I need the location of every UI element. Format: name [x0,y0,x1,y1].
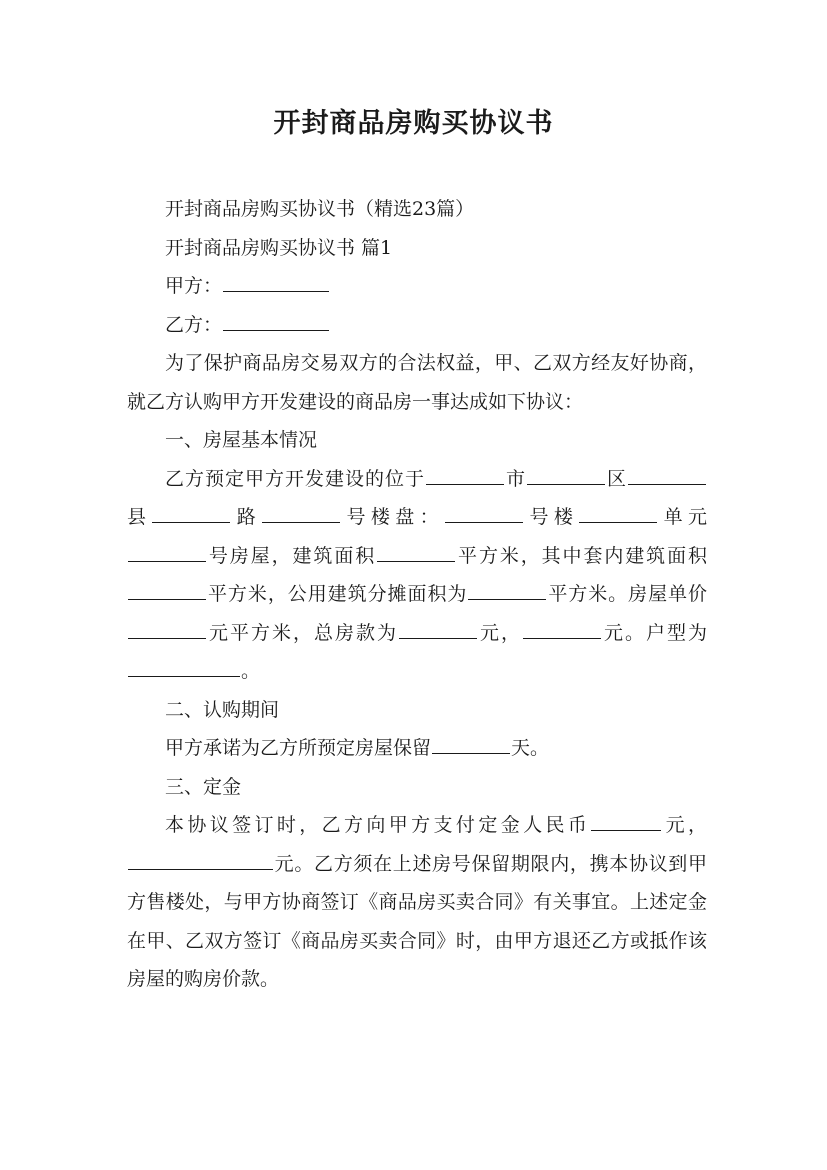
blank-city [426,483,504,485]
deposit-paragraph [127,806,707,999]
text-fragment: 元平方米，总房款为 [207,621,398,644]
text-fragment: 本协议签订时，乙方向甲方支付定金人民币 [165,814,591,836]
blank-layout [128,675,240,677]
text-fragment: 平方米，其中套内建筑面积 [456,544,707,567]
text-fragment: 平方米。房屋单价 [547,583,707,605]
text-fragment: 市 [504,467,526,490]
party-b-line [127,306,707,345]
blank-total-price [399,637,477,639]
party-a-label: 甲方： [165,275,223,297]
blank-county [628,483,706,485]
text-fragment: 天。 [511,737,550,759]
blank-road [152,521,230,523]
document-subtitle: 开封商品房购买协议书（精选23篇） [165,198,475,220]
blank-floor-area [377,560,455,562]
party-a-line [127,267,707,306]
text-fragment: 平方米，公用建筑分摊面积为 [207,583,468,605]
blank-room [128,560,206,562]
document-title: 开封商品房购买协议书 [273,108,554,139]
text-fragment: 元， [477,621,522,644]
text-fragment: 号楼盘： [341,506,445,528]
blank-inner-area [128,598,206,600]
text-fragment: 乙方预定甲方开发建设的位于 [165,467,425,490]
heading-house-info: 一、房屋基本情况 [165,429,318,451]
blank-unit [579,521,657,523]
text-fragment: 号房屋，建筑面积 [207,544,377,567]
blank-total-price-words [523,637,601,639]
blank-days [432,752,510,754]
text-fragment: 甲方承诺为乙方所预定房屋保留 [165,737,432,759]
blank-district [527,483,605,485]
text-fragment: 。 [241,660,261,682]
party-a-blank [223,290,329,292]
section-heading: 开封商品房购买协议书 篇1 [165,236,393,259]
blank-shared-area [468,598,546,600]
text-fragment: 元， [662,814,707,836]
text-fragment: 县 [127,506,152,528]
text-fragment: 单元 [658,506,707,528]
blank-estate [262,521,340,523]
subscription-period-paragraph [127,729,707,768]
blank-unit-price [128,637,206,639]
party-b-blank [223,329,329,331]
intro-paragraph: 为了保护商品房交易双方的合法权益，甲、乙双方经友好协商，就乙方认购甲方开发建设的商品房一事达成如下协议： [127,352,707,413]
text-fragment: 元。户型为 [601,621,707,644]
text-fragment: 元。乙方须在上述房号保留期限内，携本协议到甲方售楼处，与甲方协商签订《商品房买卖合同》有关事宜。上述定金在甲、乙双方签订《商品房买卖合同》时，由甲方退还乙方或抵作该房屋的购房价款。 [127,852,707,990]
blank-deposit-amount [591,829,661,831]
heading-deposit: 三、定金 [165,775,242,798]
text-fragment: 区 [605,467,627,490]
house-info-paragraph [127,460,707,691]
blank-building [445,521,523,523]
document-body [127,190,707,999]
text-fragment: 路 [231,506,262,528]
blank-deposit-words [128,868,273,870]
party-b-label: 乙方： [165,313,223,336]
text-fragment: 号楼 [524,506,579,528]
heading-subscription-period: 二、认购期间 [165,698,280,721]
